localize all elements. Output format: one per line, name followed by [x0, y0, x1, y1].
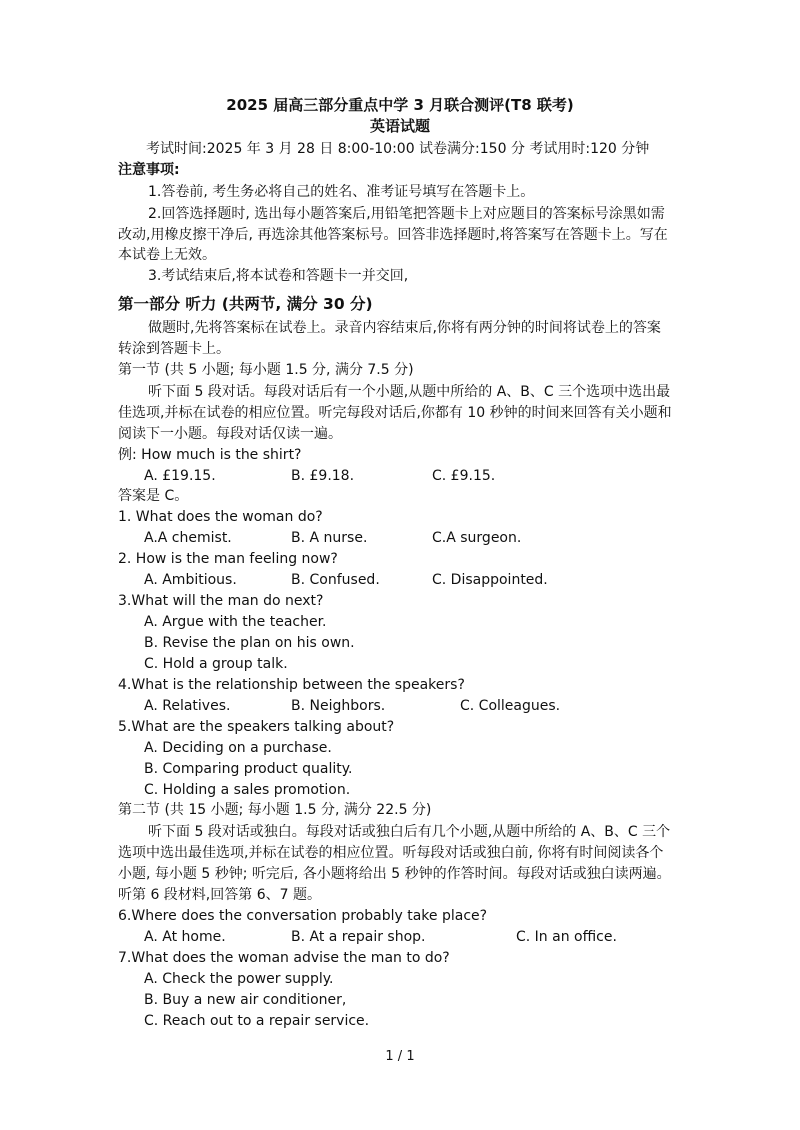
q4-option-a: A. Relatives.	[144, 698, 231, 714]
question-5: 5.What are the speakers talking about?	[118, 719, 395, 735]
question-3: 3.What will the man do next?	[118, 593, 324, 609]
q5-option-a: A. Deciding on a purchase.	[144, 740, 332, 756]
example-option-c: C. £9.15.	[432, 468, 496, 484]
q1-option-b: B. A nurse.	[291, 530, 368, 546]
question-2: 2. How is the man feeling now?	[118, 551, 338, 567]
q6-option-a: A. At home.	[144, 929, 226, 945]
section2-intro-line-1: 听下面 5 段对话或独白。每段对话或独白后有几个小题,从题中所给的 A、B、C 三个	[148, 824, 671, 840]
part1-intro-line-1: 做题时,先将答案标在试卷上。录音内容结束后,你将有两分钟的时间将试卷上的答案	[148, 320, 661, 336]
q7-option-c: C. Reach out to a repair service.	[144, 1013, 370, 1029]
example-option-b: B. £9.18.	[291, 468, 355, 484]
q7-option-b: B. Buy a new air conditioner,	[144, 992, 347, 1008]
note-item-1: 1.答卷前, 考生务必将自己的姓名、准考证号填写在答题卡上。	[148, 184, 535, 200]
q4-option-c: C. Colleagues.	[460, 698, 561, 714]
q2-option-b: B. Confused.	[291, 572, 380, 588]
section2-intro-line-3: 小题, 每小题 5 秒钟; 听完后, 各小题将给出 5 秒钟的作答时间。每段对话或独白读两遍。	[118, 866, 671, 882]
page-number: 1 / 1	[385, 1049, 415, 1064]
exam-subject: 英语试题	[369, 117, 430, 135]
q6-option-b: B. At a repair shop.	[291, 929, 426, 945]
exam-info: 考试时间:2025 年 3 月 28 日 8:00-10:00 试卷满分:150 分 考试用时:120 分钟	[146, 141, 650, 157]
section1-intro-line-3: 阅读下一小题。每段对话仅读一遍。	[118, 426, 342, 442]
exam-title: 2025 届高三部分重点中学 3 月联合测评(T8 联考)	[226, 96, 574, 114]
section2-intro-line-2: 选项中选出最佳选项,并标在试卷的相应位置。听每段对话或独白前, 你将有时间阅读各个	[118, 845, 664, 861]
note-item-2-line-3: 本试卷上无效。	[118, 247, 216, 263]
q7-option-a: A. Check the power supply.	[144, 971, 334, 987]
q3-option-b: B. Revise the plan on his own.	[144, 635, 355, 651]
section1-intro-line-2: 佳选项,并标在试卷的相应位置。听完每段对话后,你都有 10 秒钟的时间来回答有关小题和	[118, 405, 672, 421]
note-item-3: 3.考试结束后,将本试卷和答题卡一并交回,	[148, 268, 409, 284]
q3-option-a: A. Argue with the teacher.	[144, 614, 327, 630]
q5-option-b: B. Comparing product quality.	[144, 761, 353, 777]
section1-intro-line-1: 听下面 5 段对话。每段对话后有一个小题,从题中所给的 A、B、C 三个选项中选出最	[148, 384, 671, 400]
part1-intro-line-2: 转涂到答题卡上。	[118, 341, 230, 357]
q2-option-c: C. Disappointed.	[432, 572, 548, 588]
example-option-a: A. £19.15.	[144, 468, 216, 484]
example-answer: 答案是 C。	[118, 488, 189, 504]
q3-option-c: C. Hold a group talk.	[144, 656, 288, 672]
q5-option-c: C. Holding a sales promotion.	[144, 782, 351, 798]
q2-option-a: A. Ambitious.	[144, 572, 237, 588]
q1-option-a: A.A chemist.	[144, 530, 232, 546]
question-7: 7.What does the woman advise the man to do?	[118, 950, 450, 966]
example-question: 例: How much is the shirt?	[118, 447, 302, 463]
q1-option-c: C.A surgeon.	[432, 530, 522, 546]
note-item-2-line-2: 改动,用橡皮擦干净后, 再选涂其他答案标号。回答非选择题时,将答案写在答题卡上。写在	[118, 227, 668, 243]
q6-option-c: C. In an office.	[516, 929, 617, 945]
q4-option-b: B. Neighbors.	[291, 698, 386, 714]
note-item-2-line-1: 2.回答选择题时, 选出每小题答案后,用铅笔把答题卡上对应题目的答案标号涂黑如需	[148, 206, 665, 222]
material-6-instruction: 听第 6 段材料,回答第 6、7 题。	[118, 887, 321, 903]
notes-heading: 注意事项:	[118, 162, 180, 178]
section2-heading: 第二节 (共 15 小题; 每小题 1.5 分, 满分 22.5 分)	[118, 802, 432, 818]
question-6: 6.Where does the conversation probably take place?	[118, 908, 488, 924]
section1-heading: 第一节 (共 5 小题; 每小题 1.5 分, 满分 7.5 分)	[118, 362, 414, 378]
question-4: 4.What is the relationship between the speakers?	[118, 677, 465, 693]
question-1: 1. What does the woman do?	[118, 509, 323, 525]
part1-heading: 第一部分 听力 (共两节, 满分 30 分)	[118, 295, 373, 313]
